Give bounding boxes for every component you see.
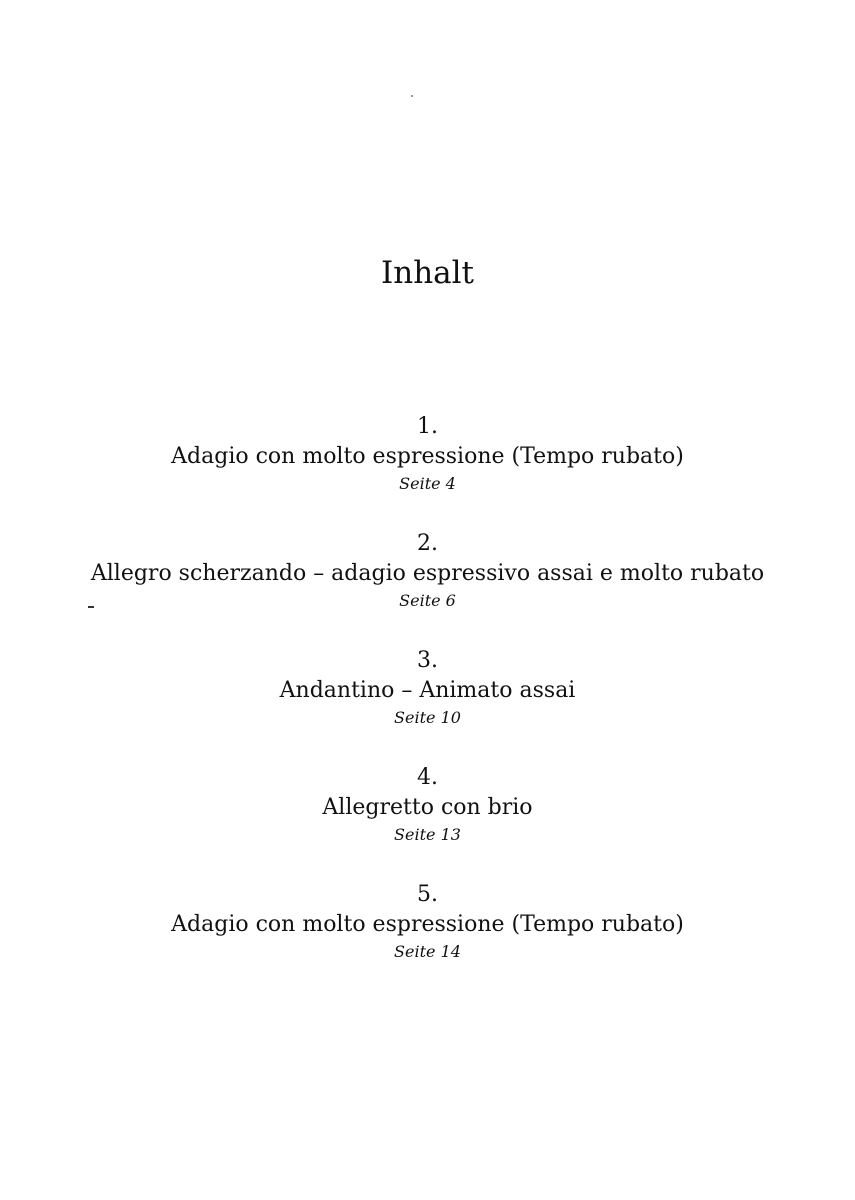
table-of-contents [0,412,855,997]
entry-page-ref: Seite 4 [399,474,456,493]
entry-number: 1. [417,414,438,439]
entry-page-ref: Seite 6 [399,591,456,610]
toc-entry-5 [0,880,855,997]
entry-number: 5. [417,882,438,907]
entry-page-ref: Seite 10 [394,708,461,727]
entry-number: 4. [417,765,438,790]
page-title: Inhalt [380,255,475,291]
entry-number: 2. [417,531,438,556]
scan-speck [411,95,413,97]
toc-entry-1 [0,412,855,529]
entry-page-ref: Seite 14 [394,942,461,961]
entry-title: Andantino – Animato assai [279,678,576,703]
entry-title: Adagio con molto espressione (Tempo rubato) [171,444,684,469]
entry-title: Adagio con molto espressione (Tempo rubato) [171,912,684,937]
toc-entry-2 [0,529,855,646]
toc-entry-4 [0,763,855,880]
entry-number: 3. [417,648,438,673]
entry-title: Allegro scherzando – adagio espressivo assai e molto rubato [90,561,765,586]
entry-title: Allegretto con brio [322,795,533,820]
entry-page-ref: Seite 13 [394,825,461,844]
toc-entry-3 [0,646,855,763]
